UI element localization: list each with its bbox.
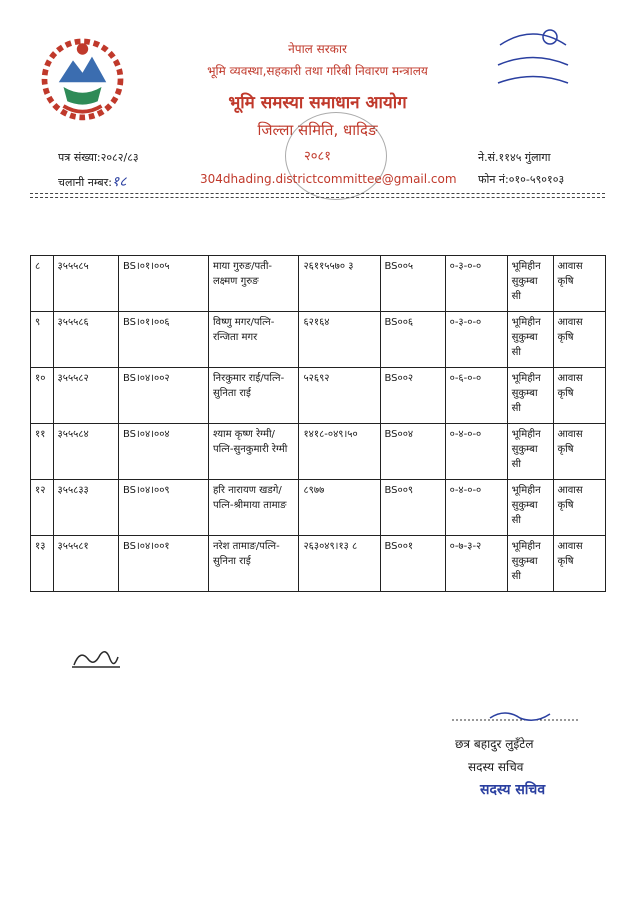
cell-sn: १२ <box>31 480 54 536</box>
office-stamp <box>285 112 387 200</box>
cell-name: श्याम कृष्ण रेग्मी/पत्नि-सुनकुमारी रेग्मी <box>208 424 299 480</box>
table-row <box>31 368 606 424</box>
cell-sn: ११ <box>31 424 54 480</box>
cell-bs: BS००४ <box>380 424 445 480</box>
cell-type: भूमिहीन सुकुम्बा सी <box>507 424 553 480</box>
cell-code: BS।०४।००९ <box>118 480 208 536</box>
cell-type: भूमिहीन सुकुम्बा सी <box>507 368 553 424</box>
cell-sn: १३ <box>31 536 54 592</box>
cell-type: भूमिहीन सुकुम्बा सी <box>507 312 553 368</box>
header-gov-name: नेपाल सरकार <box>288 42 347 56</box>
cell-name: माया गुरुङ/पती-लक्ष्मण गुरुङ <box>208 256 299 312</box>
header-year: २०८१ <box>303 149 332 164</box>
cell-code: BS।०४।००४ <box>118 424 208 480</box>
cell-id: ३५५५८१ <box>53 536 118 592</box>
phone: फोन नं:०१०-५९०१०३ <box>478 173 565 186</box>
cell-sn: १० <box>31 368 54 424</box>
cell-code: BS।०४।००१ <box>118 536 208 592</box>
cell-name: हरि नारायण खडगे/पत्नि-श्रीमाया तामाङ <box>208 480 299 536</box>
table-row <box>31 424 606 480</box>
cell-use: आवास कृषि <box>553 368 606 424</box>
cell-code: BS।०१।००५ <box>118 256 208 312</box>
cell-sn: ८ <box>31 256 54 312</box>
cell-id: ३५५८३३ <box>53 480 118 536</box>
cell-use: आवास कृषि <box>553 256 606 312</box>
cell-bs: BS००६ <box>380 312 445 368</box>
cell-area: ०-३-०-० <box>445 312 507 368</box>
patra-sankhya: पत्र संख्या:२०८२/८३ <box>58 151 139 164</box>
cell-name: नरेश तामाङ/पत्नि-सुनिना राई <box>208 536 299 592</box>
cell-area: ०-४-०-० <box>445 480 507 536</box>
cell-code: BS।०४।००२ <box>118 368 208 424</box>
header-district: जिल्ला समिति, धादिङ <box>257 121 378 139</box>
email-address: 304dhading.districtcommittee@gmail.com <box>200 172 457 186</box>
cell-plot: ८९७७ <box>299 480 380 536</box>
cell-area: ०-६-०-० <box>445 368 507 424</box>
header-commission: भूमि समस्या समाधान आयोग <box>228 93 407 113</box>
cell-area: ०-७-३-२ <box>445 536 507 592</box>
beneficiary-table <box>30 255 606 592</box>
cell-type: भूमिहीन सुकुम्बा सी <box>507 256 553 312</box>
cell-code: BS।०१।००६ <box>118 312 208 368</box>
header-divider <box>30 193 605 194</box>
cell-plot: ५२६९२ <box>299 368 380 424</box>
cell-bs: BS००१ <box>380 536 445 592</box>
cell-id: ३५५५८६ <box>53 312 118 368</box>
header-ministry: भूमि व्यवस्था,सहकारी तथा गरिबी निवारण मन्त्रालय <box>207 64 428 78</box>
cell-name: विष्णु मगर/पत्नि-रन्जिता मगर <box>208 312 299 368</box>
cell-sn: ९ <box>31 312 54 368</box>
cell-name: निरकुमार राई/पत्नि-सुनिता राई <box>208 368 299 424</box>
cell-plot: २६३०४९।१३ ८ <box>299 536 380 592</box>
cell-id: ३५५५८५ <box>53 256 118 312</box>
signer-role: सदस्य सचिव <box>468 760 524 774</box>
cell-use: आवास कृषि <box>553 424 606 480</box>
cell-id: ३५५५८२ <box>53 368 118 424</box>
table-row <box>31 256 606 312</box>
cell-bs: BS००२ <box>380 368 445 424</box>
cell-area: ०-३-०-० <box>445 256 507 312</box>
chalani-number <box>58 172 126 191</box>
table-row <box>31 536 606 592</box>
cell-bs: BS००९ <box>380 480 445 536</box>
cell-type: भूमिहीन सुकुम्बा सी <box>507 536 553 592</box>
signer-role-stamp: सदस्य सचिव <box>480 782 546 798</box>
cell-plot: २६११५५७० ३ <box>299 256 380 312</box>
cell-area: ०-४-०-० <box>445 424 507 480</box>
cell-plot: १४१८-०४९।५० <box>299 424 380 480</box>
cell-bs: BS००५ <box>380 256 445 312</box>
signer-name: छत्र बहादुर लुइँटेल <box>455 737 534 751</box>
chalani-label: चलानी नम्बर: <box>58 176 112 189</box>
date: ने.सं.११४५ गुंलागा <box>478 151 551 164</box>
chalani-value: १८ <box>111 174 127 190</box>
cell-use: आवास कृषि <box>553 480 606 536</box>
table-row <box>31 312 606 368</box>
cell-type: भूमिहीन सुकुम्बा सी <box>507 480 553 536</box>
initials-signature <box>70 645 122 673</box>
cell-id: ३५५५८४ <box>53 424 118 480</box>
cell-plot: ६२१६४ <box>299 312 380 368</box>
signature-line <box>450 708 580 726</box>
header-divider-2 <box>30 197 605 198</box>
cell-use: आवास कृषि <box>553 536 606 592</box>
cell-use: आवास कृषि <box>553 312 606 368</box>
table-row <box>31 480 606 536</box>
